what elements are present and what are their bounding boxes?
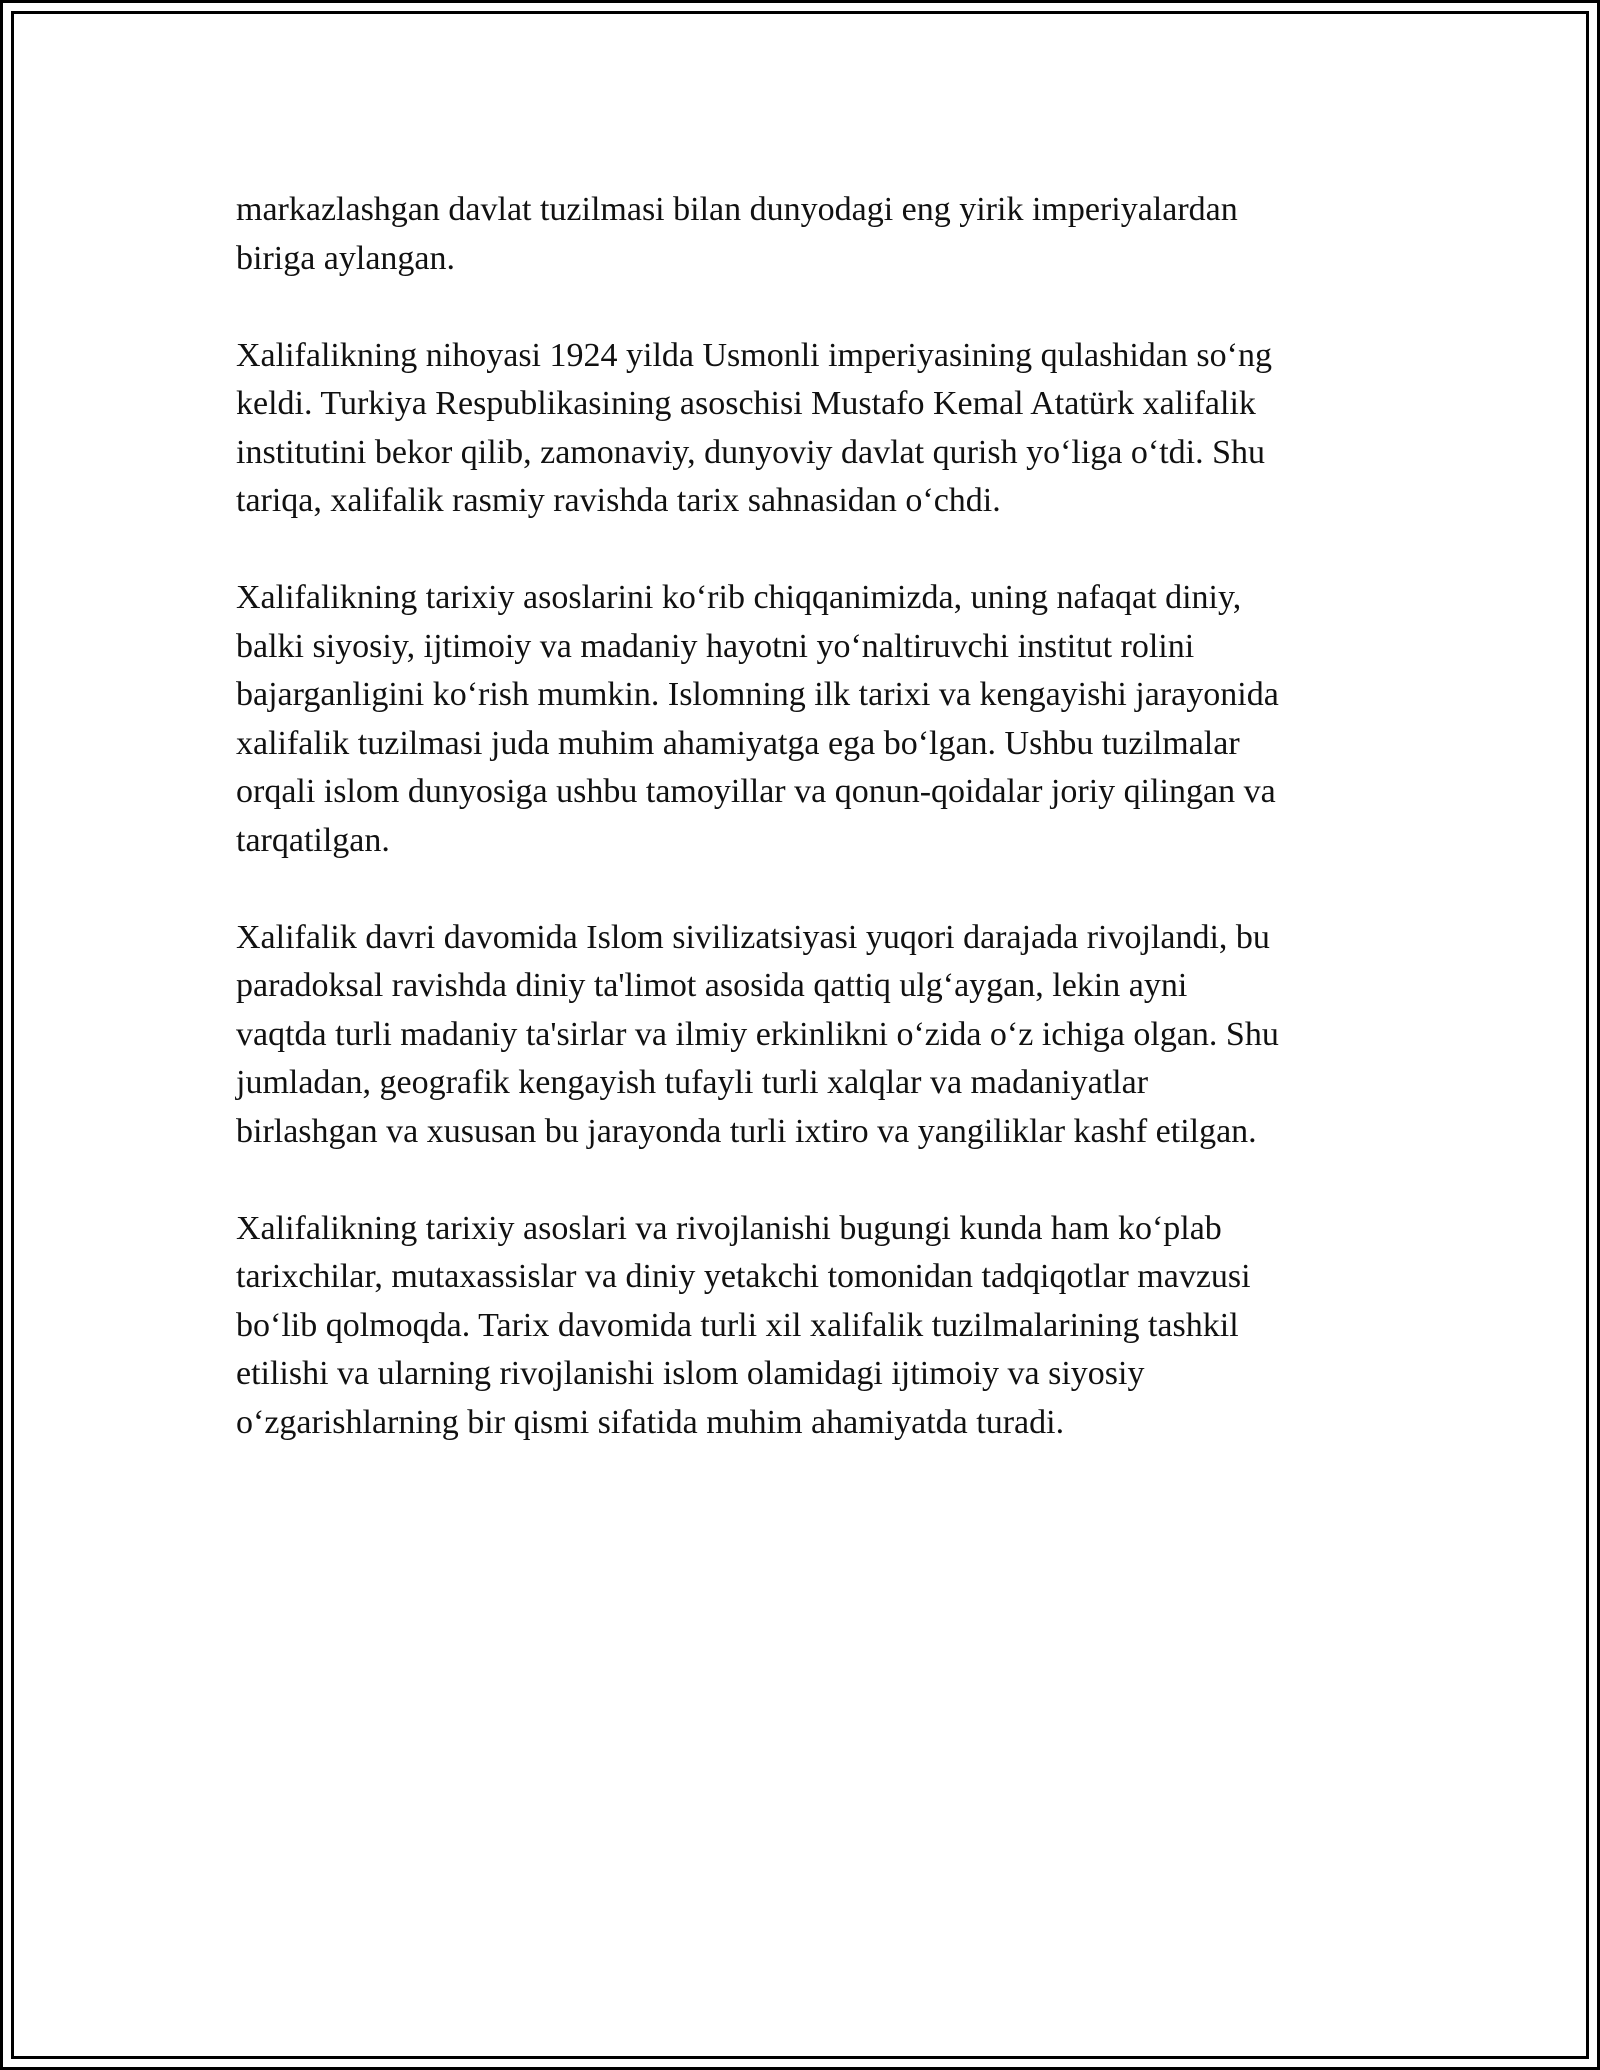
paragraph — [236, 332, 1376, 526]
text-line: tariqa, xalifalik rasmiy ravishda tarix sahnasidan o‘chdi. — [236, 482, 1001, 519]
text-line: Xalifalikning tarixiy asoslarini ko‘rib chiqqanimizda, uning nafaqat diniy, — [236, 579, 1242, 616]
text-line: paradoksal ravishda diniy ta'limot asosida qattiq ulg‘aygan, lekin ayni — [236, 967, 1188, 1004]
paragraph — [236, 186, 1376, 283]
text-line: o‘zgarishlarning bir qismi sifatida muhim ahamiyatda turadi. — [236, 1403, 1065, 1441]
text-line: orqali islom dunyosiga ushbu tamoyillar va qonun-qoidalar joriy qilingan va — [236, 773, 1276, 810]
text-line: Xalifalikning nihoyasi 1924 yilda Usmonli imperiyasining qulashidan so‘ng — [236, 336, 1272, 374]
text-line: Xalifalikning tarixiy asoslari va rivojlanishi bugungi kunda ham ko‘plab — [236, 1209, 1222, 1247]
text-line: keldi. Turkiya Respublikasining asoschisi Mustafo Kemal Atatürk xalifalik — [236, 385, 1256, 422]
paragraph — [236, 914, 1376, 1157]
text-line: jumladan, geografik kengayish tufayli turli xalqlar va madaniyatlar — [236, 1064, 1149, 1101]
text-line: bajarganligini ko‘rish mumkin. Islomning ilk tarixi va kengayishi jarayonida — [236, 676, 1279, 713]
text-line: Xalifalik davri davomida Islom sivilizatsiyasi yuqori darajada rivojlandi, bu — [236, 918, 1270, 956]
text-line: balki siyosiy, ijtimoiy va madaniy hayotni yo‘naltiruvchi institut rolini — [236, 627, 1195, 665]
text-line: institutini bekor qilib, zamonaviy, dunyoviy davlat qurish yo‘liga o‘tdi. Shu — [236, 433, 1266, 471]
text-line: bo‘lib qolmoqda. Tarix davomida turli xil xalifalik tuzilmalarining tashkil — [236, 1306, 1239, 1344]
paragraph — [236, 1205, 1376, 1448]
text-line: xalifalik tuzilmasi juda muhim ahamiyatga ega bo‘lgan. Ushbu tuzilmalar — [236, 724, 1240, 762]
document-body — [236, 186, 1376, 1496]
text-line: tarqatilgan. — [236, 821, 390, 859]
text-line: biriga aylangan. — [236, 239, 456, 277]
text-line: tarixchilar, mutaxassislar va diniy yetakchi tomonidan tadqiqotlar mavzusi — [236, 1258, 1251, 1295]
text-line: markazlashgan davlat tuzilmasi bilan dunyodagi eng yirik imperiyalardan — [236, 191, 1238, 228]
paragraph — [236, 574, 1376, 865]
text-line: etilishi va ularning rivojlanishi islom olamidagi ijtimoiy va siyosiy — [236, 1355, 1145, 1392]
text-line: vaqtda turli madaniy ta'sirlar va ilmiy erkinlikni o‘zida o‘z ichiga olgan. Shu — [236, 1015, 1279, 1053]
text-line: birlashgan va xususan bu jarayonda turli ixtiro va yangiliklar kashf etilgan. — [236, 1112, 1257, 1150]
